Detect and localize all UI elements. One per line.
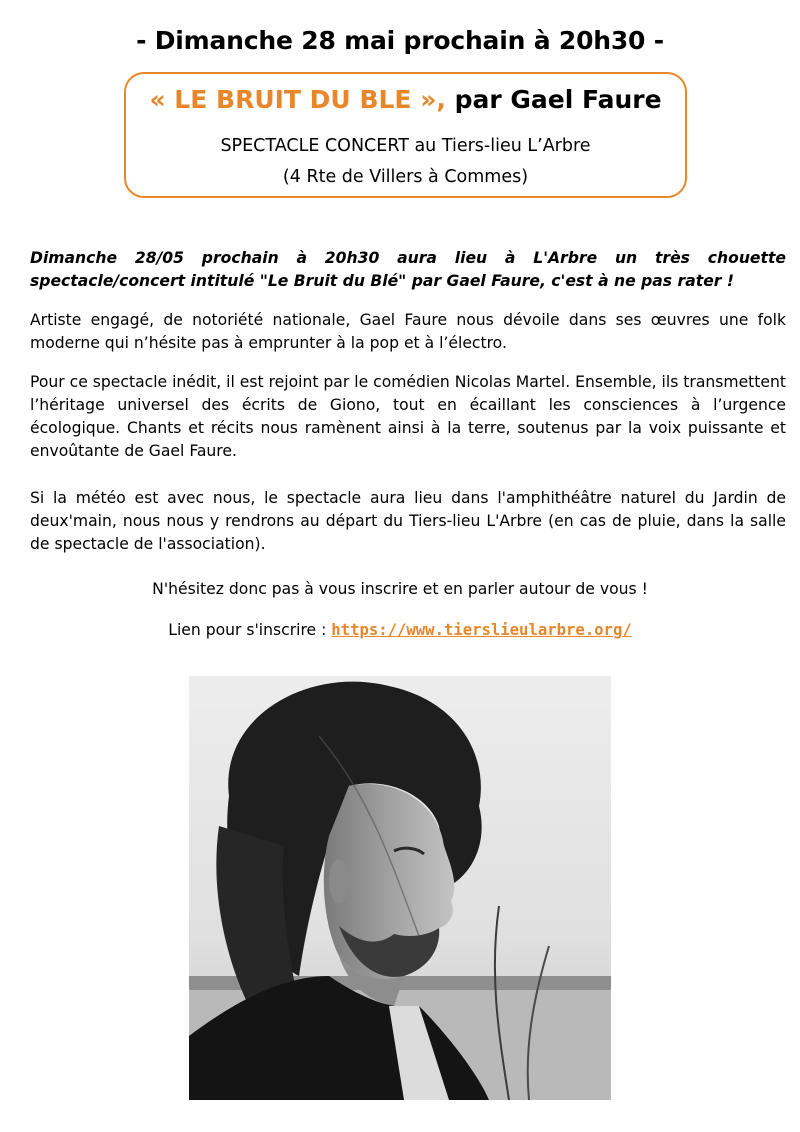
artist-portrait-image — [189, 676, 611, 1100]
show-title: « LE BRUIT DU BLE », — [149, 85, 446, 114]
artist-photo — [189, 676, 611, 1100]
show-title-line — [126, 82, 685, 118]
registration-link[interactable]: https://www.tierslieularbre.org/ — [331, 621, 632, 639]
registration-label: Lien pour s'inscrire : — [168, 621, 332, 639]
event-address: (4 Rte de Villers à Commes) — [282, 167, 529, 187]
show-paragraph: Pour ce spectacle inédit, il est rejoint par le comédien Nicolas Martel. Ensemble, ils transmettent l’héritage universel des écrits de Giono, tout en écaillant les consciences à l’urgence écologique. Chants et récits nous ramènent ainsi à la terre, soutenus par la voix puissante et envoûtante de Gael Faure. — [30, 373, 786, 460]
intro-paragraph: Dimanche 28/05 prochain à 20h30 aura lieu à L'Arbre un très chouette spectacle/concert intitulé "Le Bruit du Blé" par Gael Faure, c'est à ne pas rater ! — [30, 249, 786, 290]
artist-credit: par Gael Faure — [445, 85, 662, 114]
title-box — [124, 72, 687, 198]
call-to-action: N'hésitez donc pas à vous inscrire et en parler autour de vous ! — [152, 580, 648, 598]
registration-line — [0, 619, 800, 642]
artist-paragraph: Artiste engagé, de notoriété nationale, Gael Faure nous dévoile dans ses œuvres une folk moderne qui n’hésite pas à emprunter à la pop et à l’électro. — [30, 311, 786, 352]
event-date-heading: - Dimanche 28 mai prochain à 20h30 - — [136, 26, 664, 55]
event-subtitle: SPECTACLE CONCERT au Tiers-lieu L’Arbre — [220, 136, 591, 156]
venue-paragraph: Si la météo est avec nous, le spectacle aura lieu dans l'amphithéâtre naturel du Jardin de deux'main, nous nous y rendrons au départ du Tiers-lieu L'Arbre (en cas de pluie, dans la salle de spectacle de l'association). — [30, 489, 786, 553]
